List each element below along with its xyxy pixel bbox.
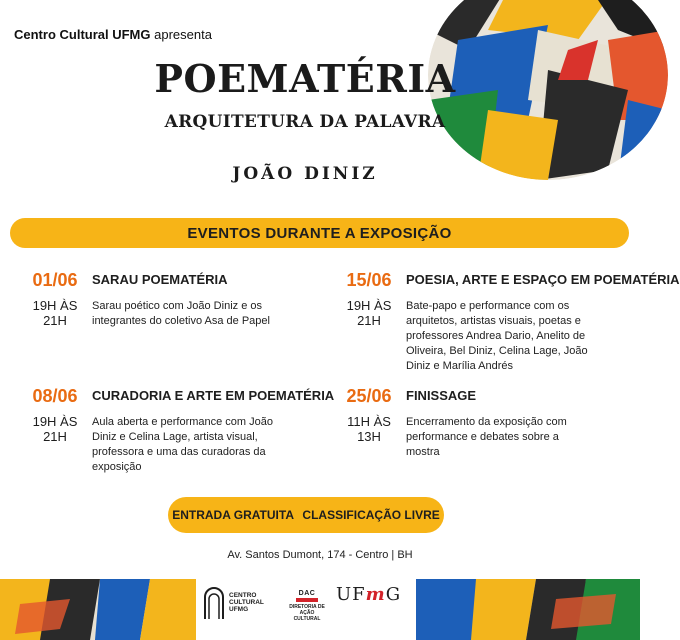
event-title: SARAU POEMATÉRIA	[92, 272, 228, 287]
events-banner: EVENTOS DURANTE A EXPOSIÇÃO	[10, 218, 629, 248]
event-time: 11H ÀS 13H	[347, 414, 391, 444]
event-description	[92, 299, 270, 329]
description-line: professora e uma das curadoras da	[92, 446, 266, 458]
ufmg-logo-part: UF	[336, 584, 366, 605]
event-description	[406, 415, 567, 460]
description-line: Diniz e Celina Lage, artista visual,	[92, 431, 258, 443]
event-item	[334, 386, 634, 466]
exhibition-subtitle: ARQUITETURA DA PALAVRA	[164, 112, 446, 132]
logo-text-line: DIRETORIA DE	[289, 604, 325, 610]
logo-text-line: CENTRO	[229, 591, 257, 599]
centro-cultural-logo	[203, 582, 273, 622]
event-item	[20, 386, 335, 486]
description-line: Aula aberta e performance com João	[92, 416, 273, 428]
event-date: 15/06	[346, 270, 392, 290]
event-title: FINISSAGE	[406, 388, 477, 403]
logo-text-line: UFMG	[229, 605, 249, 613]
address: Av. Santos Dumont, 174 - Centro | BH	[227, 549, 413, 561]
logo-text-line: CULTURAL	[229, 598, 264, 606]
artwork-strip-right	[416, 579, 640, 640]
description-line: Bate-papo e performance com os	[406, 300, 570, 312]
event-item	[20, 270, 320, 330]
author-name: JOÃO DINIZ	[232, 164, 378, 184]
logo-text-line: AÇÃO CULTURAL	[293, 610, 321, 622]
event-date: 25/06	[346, 386, 392, 406]
event-date: 08/06	[32, 386, 78, 406]
description-line: mostra	[406, 446, 440, 458]
description-line: Encerramento da exposição com	[406, 416, 567, 428]
event-date: 01/06	[32, 270, 78, 290]
description-line: exposição	[92, 461, 142, 473]
event-description	[406, 299, 588, 374]
arch-icon	[203, 585, 225, 619]
event-description	[92, 415, 273, 475]
artwork-strip-left	[0, 579, 196, 640]
artwork-circle	[428, 0, 668, 180]
description-line: Diniz e Marília Andrés	[406, 360, 513, 372]
description-line: performance e debates sobre a	[406, 431, 559, 443]
event-item	[334, 270, 680, 380]
description-line: arquitetos, artistas visuais, poetas e	[406, 315, 581, 327]
description-line: integrantes do coletivo Asa de Papel	[92, 315, 270, 327]
presenter-line	[14, 27, 212, 42]
rating-label: CLASSIFICAÇÃO LIVRE	[302, 508, 440, 522]
ufmg-logo	[336, 584, 408, 610]
presenter-org: Centro Cultural UFMG	[14, 27, 151, 42]
entry-label: ENTRADA GRATUITA	[172, 508, 294, 522]
ufmg-logo-part: G	[385, 584, 402, 605]
exhibition-title: POEMATÉRIA	[154, 56, 456, 101]
info-pill	[168, 497, 444, 533]
description-line: professores Andrea Dario, Anelito de	[406, 330, 586, 342]
description-line: Oliveira, Bel Diniz, Celina Lage, João	[406, 345, 588, 357]
event-title: POESIA, ARTE E ESPAÇO EM POEMATÉRIA	[406, 272, 680, 287]
dac-logo	[286, 582, 328, 622]
description-line: Sarau poético com João Diniz e os	[92, 300, 262, 312]
event-time: 19H ÀS 21H	[32, 298, 78, 328]
event-title: CURADORIA E ARTE EM POEMATÉRIA	[92, 388, 335, 403]
event-time: 19H ÀS 21H	[32, 414, 78, 444]
presenter-verb: apresenta	[154, 27, 212, 42]
dac-mark: DAC	[296, 590, 319, 602]
ufmg-logo-m: m	[365, 584, 386, 605]
event-time: 19H ÀS 21H	[346, 298, 392, 328]
